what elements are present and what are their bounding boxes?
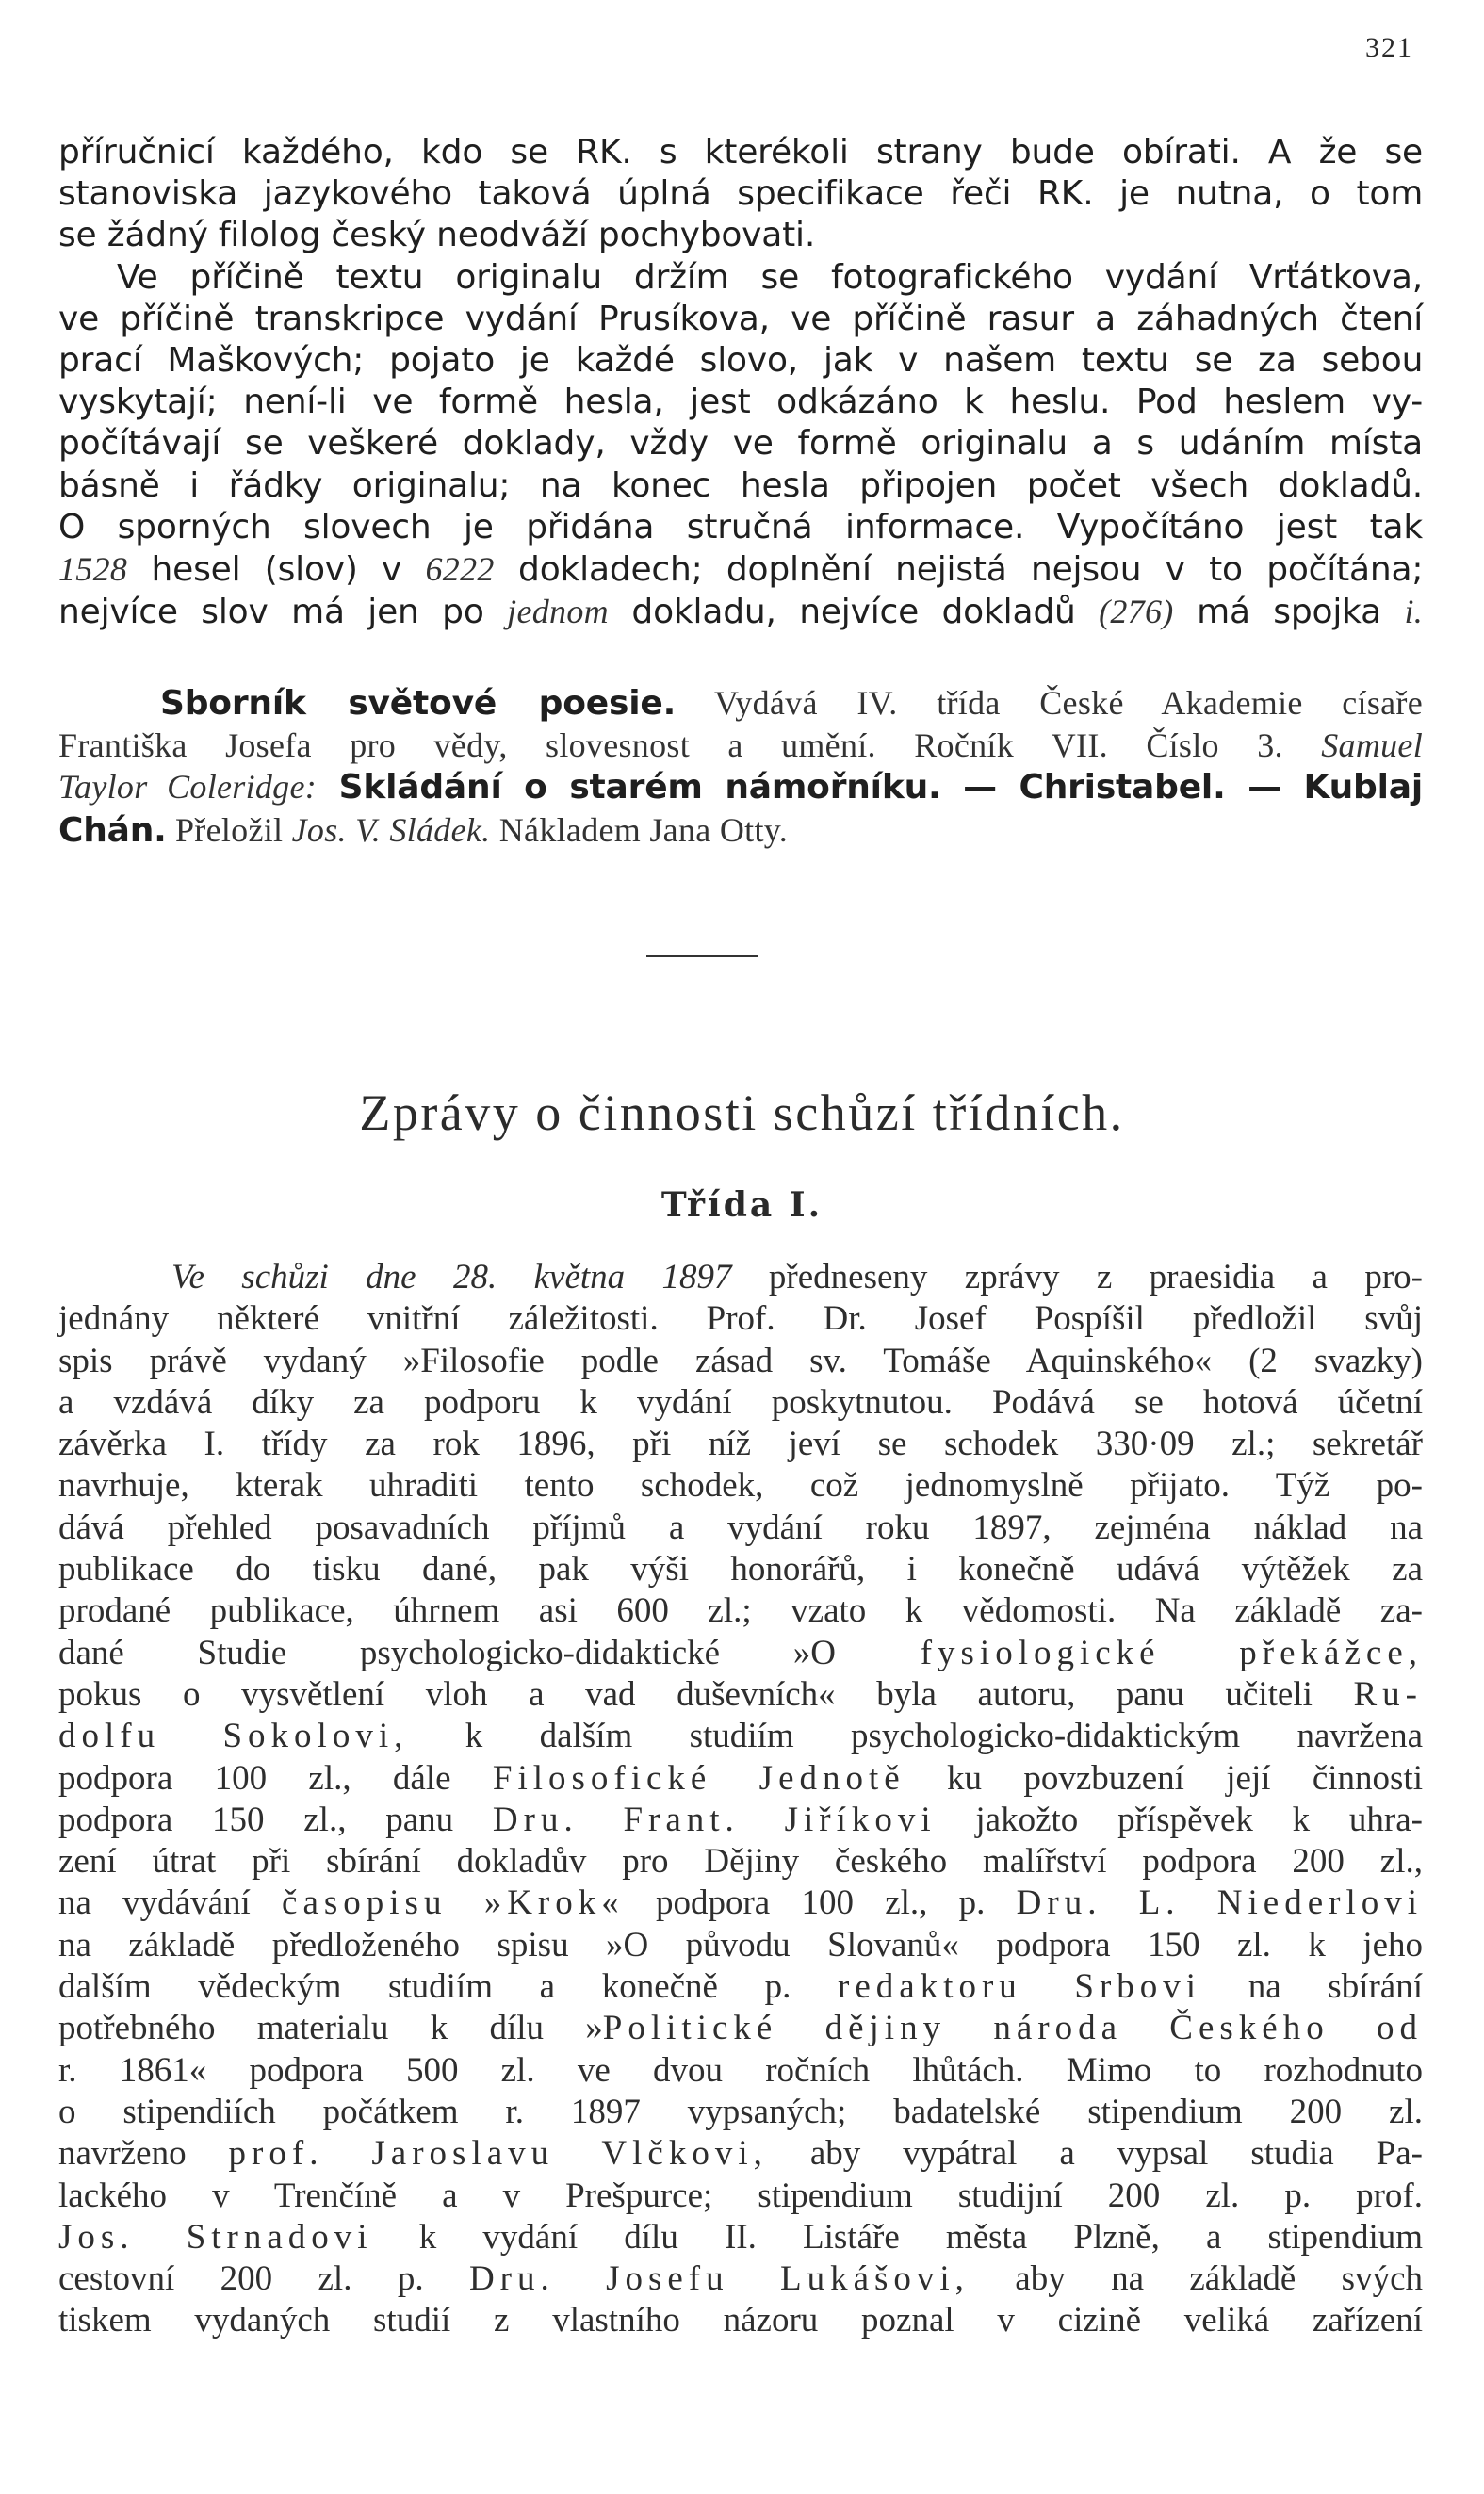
spaced-name: redaktoru Srbovi xyxy=(838,1967,1202,2007)
text-line xyxy=(58,2217,1423,2258)
count-headwords: 1528 xyxy=(58,550,128,589)
text-line xyxy=(58,1800,1423,1841)
text-line: počítávají se veškeré doklady, vždy ve formě originalu a s udáním místa xyxy=(58,424,1423,464)
text-line: a vzdává díky za podporu k vydání poskytnutou. Podává se hotová účetní xyxy=(58,1382,1423,1422)
text-line: O sporných slovech je přidána stručná informace. Vypočítáno jest tak xyxy=(58,507,1423,546)
text-fragment: podpora 100 zl., dále xyxy=(58,1758,493,1798)
text-line: prodané publikace, úhrnem asi 600 zl.; vzato k vědomosti. Na základě za- xyxy=(58,1591,1423,1631)
text-fragment: dalším vědeckým studiím a konečně p. xyxy=(58,1967,838,2007)
conjunction-letter: i. xyxy=(1404,593,1424,631)
text-fragment: aby vypátral a vypsal studia Pa- xyxy=(767,2134,1424,2174)
text-line xyxy=(58,809,1423,852)
text-fragment: k dalším studiím psychologicko-didaktickým navržena xyxy=(408,1717,1423,1756)
text-line: navrhuje, kterak uhraditi tento schodek, což jednomyslně přijato. Týž po- xyxy=(58,1466,1423,1506)
text-line xyxy=(58,1883,1423,1924)
text-fragment: na vydávání xyxy=(58,1883,283,1923)
text-fragment: jakožto příspěvek k uhra- xyxy=(936,1800,1423,1839)
text-fragment: cestovní 200 zl. p. xyxy=(58,2259,469,2299)
text-line xyxy=(58,1966,1423,2008)
text-fragment: pokus o vysvětlení vloh a vad duševních« byla autoru, panu učiteli xyxy=(58,1674,1354,1714)
text-line xyxy=(58,766,1423,808)
emphasis-word: jednom xyxy=(507,593,609,631)
paragraph-method xyxy=(58,257,1423,634)
review-entry xyxy=(58,682,1423,852)
paragraph-intro xyxy=(58,132,1423,257)
text-line: tiskem vydaných studií z vlastního názoru poznal v cizině veliká zařízení xyxy=(58,2301,1423,2340)
text-line: dává přehled posavadních příjmů a vydání roku 1897, zejména náklad na xyxy=(58,1508,1423,1547)
text-fragment: Přeložil xyxy=(166,810,292,849)
count-conjunction: (276) xyxy=(1099,593,1174,631)
work-title-last: Chán. xyxy=(58,810,167,850)
text-fragment: nejvíce slov má jen po xyxy=(58,593,508,632)
text-line xyxy=(58,1758,1423,1800)
text-line: stanoviska jazykového taková úplná specifikace řeči RK. je nutna, o tom xyxy=(58,174,1424,214)
text-line: básně i řádky originalu; na konec hesla připojen počet všech dokladů. xyxy=(58,465,1423,505)
text-line xyxy=(58,1674,1423,1716)
work-titles: Skládání o starém námořníku. — Christabel. — Kublaj xyxy=(317,768,1423,807)
class-heading: Třída I. xyxy=(660,1185,824,1225)
text-line: Ve příčině textu originalu držím se fotografického vydání Vrťátkova, xyxy=(117,257,1423,297)
text-fragment: dané Studie psychologicko-didaktické » xyxy=(58,1633,811,1672)
text-line xyxy=(58,1257,1423,1298)
text-fragment: hesel (slov) v xyxy=(127,550,426,590)
section-title: Zprávy o činnosti schůzí třídních. xyxy=(359,1084,1125,1141)
author-rest: Taylor Coleridge: xyxy=(58,768,318,807)
text-line xyxy=(58,2008,1423,2049)
text-line: jednány některé vnitřní záležitosti. Prof. Dr. Josef Pospíšil předložil svůj xyxy=(58,1299,1423,1339)
text-line xyxy=(58,1633,1423,1674)
review-title: Sborník světové poesie. xyxy=(160,684,677,723)
text-line xyxy=(58,1716,1423,1757)
text-fragment: Vydává IV. třída České Akademie císaře xyxy=(676,684,1423,722)
review-paragraph xyxy=(58,682,1423,852)
text-line: lackého v Trenčíně a v Prešpurce; stipendium studijní 200 zl. p. prof. xyxy=(58,2176,1423,2215)
section-divider xyxy=(646,955,758,957)
text-line: se žádný filolog český neodváží pochybovati. xyxy=(58,216,816,255)
spaced-name: prof. Jaroslavu Vlčkovi, xyxy=(228,2134,768,2174)
text-line xyxy=(58,2133,1423,2175)
page-number: 321 xyxy=(1365,32,1413,63)
text-line xyxy=(58,2258,1423,2300)
text-line: o stipendiích počátkem r. 1897 vypsaných; badatelské stipendium 200 zl. xyxy=(58,2092,1423,2131)
text-fragment: podpora 150 zl., panu xyxy=(58,1800,493,1839)
spaced-title: Politické dějiny národa Českého od xyxy=(602,2009,1423,2048)
spaced-name: Ru- xyxy=(1353,1674,1423,1714)
spaced-title: O fysiologické překážce, xyxy=(810,1633,1423,1672)
meeting-report xyxy=(58,1257,1423,2342)
spaced-name: dolfu Sokolovi, xyxy=(58,1717,409,1756)
text-line: vyskytají; není-li ve formě hesla, jest odkázáno k heslu. Pod heslem vy- xyxy=(58,383,1423,422)
text-line xyxy=(58,548,1423,591)
text-line xyxy=(58,682,1423,725)
text-fragment: podpora 100 zl., p. xyxy=(624,1883,1017,1923)
translator-name: Jos. V. Sládek. xyxy=(291,810,491,849)
text-line xyxy=(58,591,1423,633)
spaced-name: Dru. L. Niederlovi xyxy=(1016,1883,1424,1923)
text-line: závěrka I. třídy za rok 1896, při níž jeví se schodek 330·09 zl.; sekretář xyxy=(58,1425,1423,1464)
continuation-text xyxy=(58,132,1423,633)
spaced-name: Dru. Frant. Jiříkovi xyxy=(492,1800,937,1839)
text-line xyxy=(58,725,1423,766)
text-line: prací Maškových; pojato je každé slovo, jak v našem textu se za sebou xyxy=(58,341,1424,381)
text-fragment: dokladu, nejvíce dokladů xyxy=(608,593,1100,632)
text-line: zení útrat při sbírání dokladův pro Dějiny českého malířství podpora 200 zl., xyxy=(58,1842,1423,1882)
count-examples: 6222 xyxy=(425,550,495,589)
text-fragment: ku povzbuzení její činnosti xyxy=(905,1758,1423,1798)
text-fragment: Františka Josefa pro vědy, slovesnost a umění. Ročník VII. Číslo 3. xyxy=(58,726,1322,765)
author-first: Samuel xyxy=(1321,726,1423,765)
text-fragment: aby na základě svých xyxy=(969,2259,1423,2299)
text-line: r. 1861« podpora 500 zl. ve dvou ročních lhůtách. Mimo to rozhodnuto xyxy=(58,2050,1423,2090)
text-line: příručnicí každého, kdo se RK. s kterékoli strany bude obírati. A že se xyxy=(58,133,1423,171)
text-fragment: na sbírání xyxy=(1201,1967,1423,2007)
text-fragment: k vydání dílu II. Listáře města Plzně, a stipendium xyxy=(372,2217,1423,2257)
spaced-name: Filosofické Jednotě xyxy=(492,1758,905,1798)
text-line: spis právě vydaný »Filosofie podle zásad sv. Tomáše Aquinského« (2 svazky) xyxy=(58,1341,1423,1380)
text-fragment: má spojka xyxy=(1173,593,1405,632)
spaced-name: časopisu »Krok« xyxy=(282,1883,625,1923)
report-paragraph xyxy=(58,1257,1423,2342)
spaced-name: Jos. Strnadovi xyxy=(58,2217,373,2257)
text-fragment: potřebného materialu k dílu » xyxy=(58,2009,603,2048)
meeting-date: Ve schůzi dne 28. května 1897 xyxy=(171,1258,732,1296)
text-line: na základě předloženého spisu »O původu Slovanů« podpora 150 zl. k jeho xyxy=(58,1925,1423,1964)
text-fragment: dokladech; doplnění nejistá nejsou v to počítána; xyxy=(494,550,1424,590)
text-line: ve příčině transkripce vydání Prusíkova, ve příčině rasur a záhadných čtení xyxy=(58,299,1423,338)
spaced-name: Dru. Josefu Lukášovi, xyxy=(468,2259,970,2299)
text-fragment: předneseny zprávy z praesidia a pro- xyxy=(731,1258,1423,1296)
text-line: publikace do tisku dané, pak výši honorářů, i konečně udává výtěžek za xyxy=(58,1550,1423,1589)
text-fragment: navrženo xyxy=(58,2134,229,2174)
text-fragment: Nákladem Jana Otty. xyxy=(490,810,789,849)
